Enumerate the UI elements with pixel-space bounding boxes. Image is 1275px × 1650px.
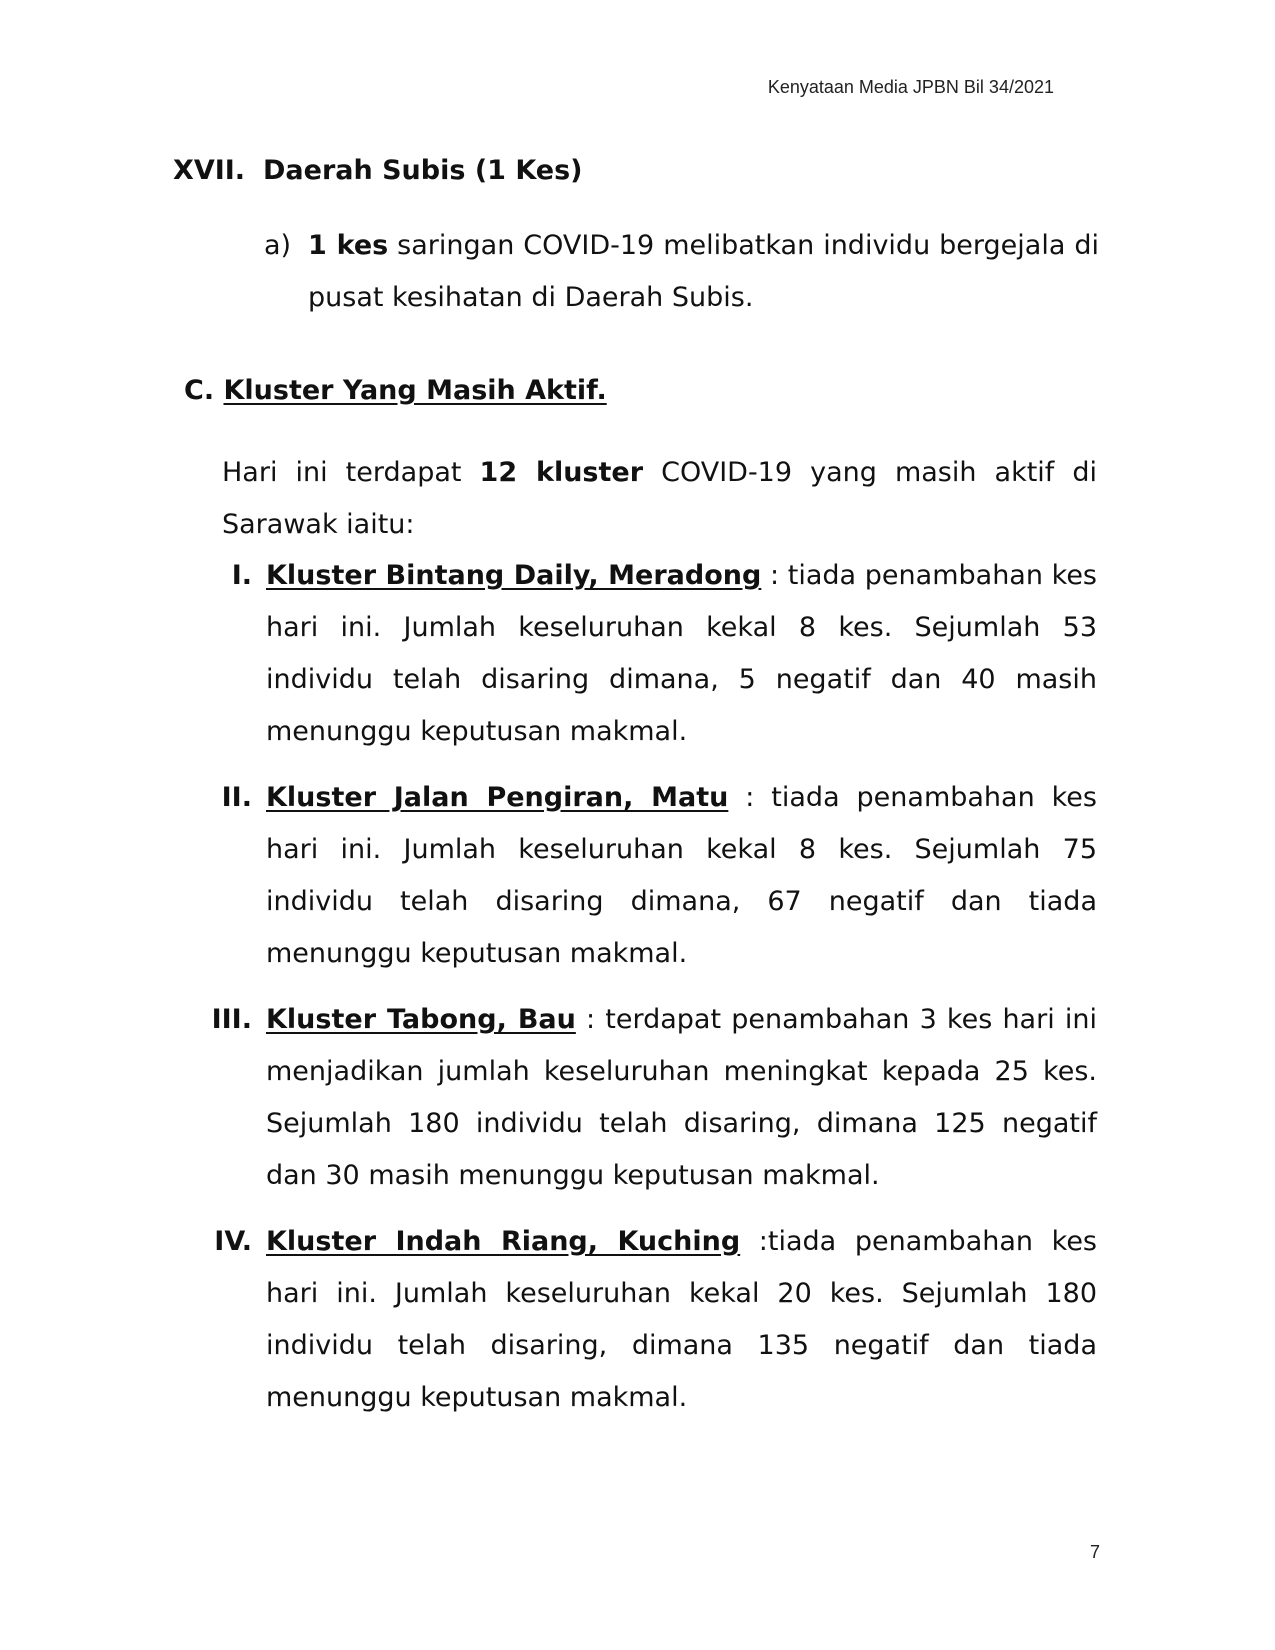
cluster-item [190,550,1097,758]
case-item-letter: a) [264,230,292,261]
cluster-text: :tiada penambahan kes hari ini. Jumlah keseluruhan kekal 20 kes. Sejumlah 180 individu telah disaring, dimana 135 negatif dan tiada menunggu keputusan makmal. [266,1226,1097,1413]
section-intro [222,447,1097,551]
cluster-name: Kluster Indah Riang, Kuching [266,1226,741,1257]
cluster-text: : tiada penambahan kes hari ini. Jumlah keseluruhan kekal 8 kes. Sejumlah 75 individu telah disaring dimana, 67 negatif dan tiada menunggu keputusan makmal. [266,782,1097,969]
cluster-body [266,994,1097,1202]
intro-text-after: COVID-19 yang masih aktif di Sarawak iaitu: [222,457,1098,540]
cluster-text: : terdapat penambahan 3 kes hari ini menjadikan jumlah keseluruhan meningkat kepada 25 kes. Sejumlah 180 individu telah disaring, dimana 125 negatif dan 30 masih menunggu keputusan makmal. [266,1004,1097,1191]
cluster-item [190,994,1097,1202]
header-reference: Kenyataan Media JPBN Bil 34/2021 [767,77,1054,97]
case-item-text [308,220,1099,324]
district-title: Daerah Subis (1 Kes) [263,155,583,186]
cluster-body [266,550,1097,758]
cluster-text: : tiada penambahan kes hari ini. Jumlah keseluruhan kekal 8 kes. Sejumlah 53 individu telah disaring dimana, 5 negatif dan 40 masih menunggu keputusan makmal. [266,560,1097,747]
cluster-item [190,772,1097,980]
cluster-numeral: III. [211,1004,252,1035]
case-item [264,220,1099,324]
cluster-name: Kluster Jalan Pengiran, Matu [266,782,729,813]
cluster-name: Kluster Bintang Daily, Meradong [266,560,762,591]
case-count: 1 kes [308,230,389,261]
intro-cluster-count: 12 kluster [479,457,644,488]
cluster-numeral: I. [231,560,252,591]
section-heading [184,375,607,406]
page-number: 7 [1090,1542,1101,1562]
cluster-item [190,1216,1097,1424]
cluster-numeral: II. [221,782,252,813]
case-description: saringan COVID-19 melibatkan individu bergejala di pusat kesihatan di Daerah Subis. [308,230,1099,313]
district-number: XVII. [173,155,246,186]
cluster-body [266,772,1097,980]
cluster-body [266,1216,1097,1424]
cluster-numeral: IV. [214,1226,252,1257]
district-heading [173,155,583,186]
cluster-list [190,550,1097,1438]
cluster-name: Kluster Tabong, Bau [266,1004,576,1035]
intro-text-before: Hari ini terdapat [222,457,480,488]
section-title: Kluster Yang Masih Aktif. [223,375,607,406]
section-letter: C. [184,375,215,406]
